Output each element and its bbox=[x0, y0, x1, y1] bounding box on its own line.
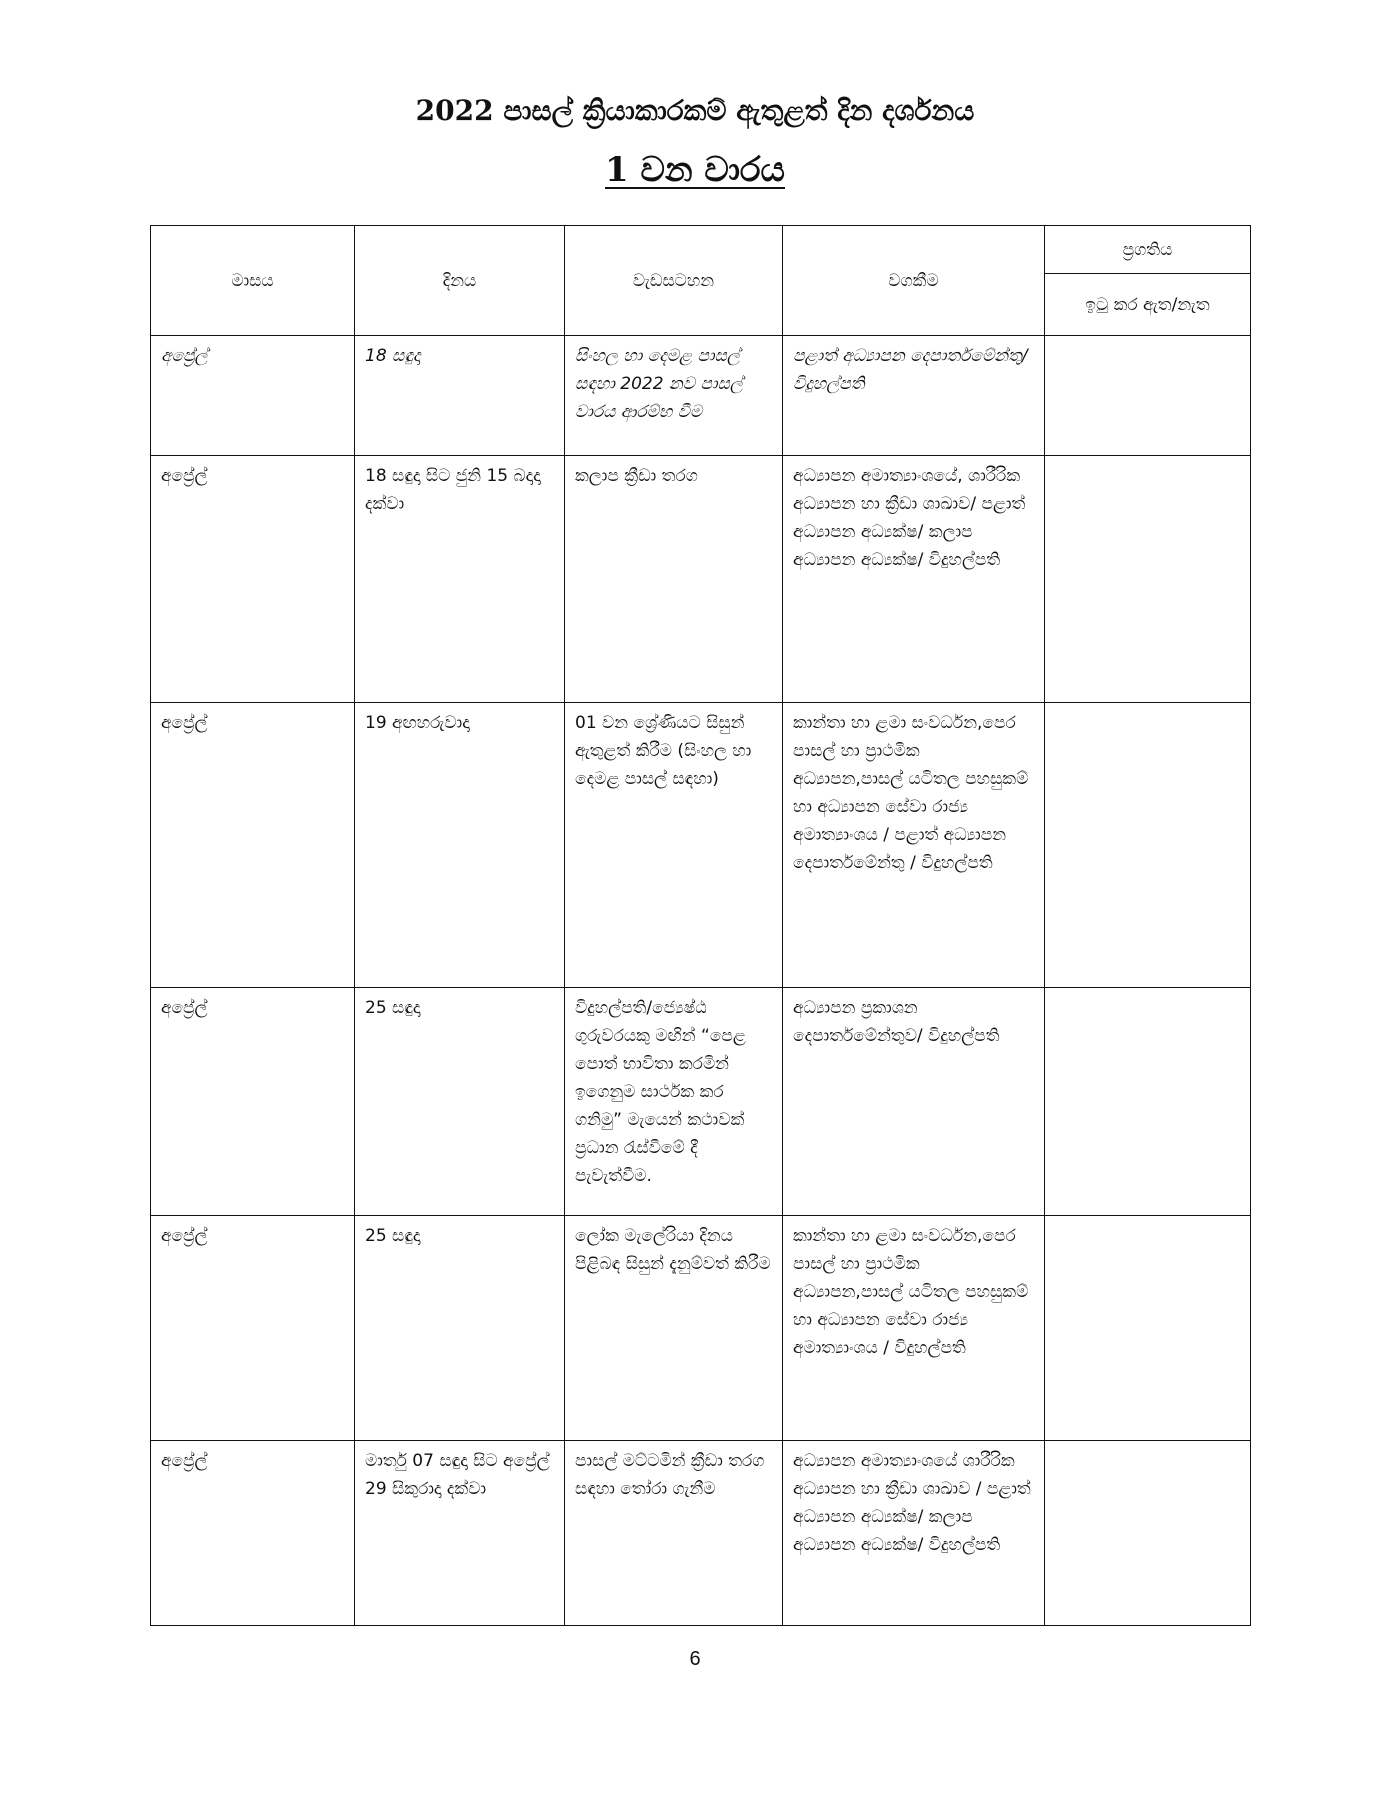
table-row bbox=[151, 988, 1251, 1216]
activity-schedule-table bbox=[150, 225, 1251, 1626]
header-month: මාසය bbox=[151, 226, 355, 336]
cell-date: මාර්තු 07 සඳුදා සිට අප්‍රේල් 29 සිකුරාදා දක්වා bbox=[355, 1441, 565, 1626]
table-row bbox=[151, 456, 1251, 703]
cell-progress bbox=[1045, 1441, 1251, 1626]
cell-program: සිංහල හා දෙමළ පාසල් සඳහා 2022 නව පාසල් වාරය ආරම්භ වීම bbox=[565, 336, 783, 456]
cell-month: අප්‍රේල් bbox=[151, 1216, 355, 1441]
term-title-text: 1 වන වාරය bbox=[605, 150, 785, 190]
cell-responsibility: පළාත් අධ්‍යාපන දෙපාර්තමේන්තු/ විදුහල්පති bbox=[783, 336, 1045, 456]
cell-date: 18 සඳුදා සිට ජුනි 15 බදාදා දක්වා bbox=[355, 456, 565, 703]
cell-progress bbox=[1045, 988, 1251, 1216]
table-header-row bbox=[151, 226, 1251, 274]
cell-responsibility: අධ්‍යාපන අමාත්‍යාංශයේ, ශාරීරික අධ්‍යාපන හා ක්‍රීඩා ශාඛාව/ පළාත් අධ්‍යාපන අධ්‍යක්ෂ/ කලාප අධ්‍යාපන අධ්‍යක්ෂ/ විදුහල්පති bbox=[783, 456, 1045, 703]
table-row bbox=[151, 336, 1251, 456]
table-row bbox=[151, 1216, 1251, 1441]
page-number: 6 bbox=[689, 1648, 701, 1670]
cell-date: 19 අඟහරුවාදා bbox=[355, 703, 565, 988]
cell-date: 25 සඳුදා bbox=[355, 1216, 565, 1441]
cell-month: අප්‍රේල් bbox=[151, 456, 355, 703]
cell-program: 01 වන ශ්‍රේණියට සිසුන් ඇතුළත් කිරීම (සිංහල හා දෙමළ පාසල් සඳහා) bbox=[565, 703, 783, 988]
document-title: 2022 පාසල් ක්‍රියාකාරකම් ඇතුළත් දින දර්ශනය bbox=[415, 94, 975, 127]
cell-program: විදුහල්පති/ජ්‍යෙෂ්ඨ ගුරුවරයකු මඟින් “පෙළ පොත් භාවිතා කරමින් ඉගෙනුම සාර්ථක කර ගනිමු” මැයෙන් කථාවක් ප්‍රධාන රැස්වීමේ දී පැවැත්වීම. bbox=[565, 988, 783, 1216]
header-date: දිනය bbox=[355, 226, 565, 336]
cell-progress bbox=[1045, 336, 1251, 456]
cell-program: ලෝක මැලේරියා දිනය පිළිබඳ සිසුන් දැනුම්වත් කිරීම bbox=[565, 1216, 783, 1441]
term-title bbox=[0, 150, 1390, 190]
cell-month: අප්‍රේල් bbox=[151, 703, 355, 988]
cell-progress bbox=[1045, 703, 1251, 988]
cell-program: කලාප ක්‍රීඩා තරග bbox=[565, 456, 783, 703]
header-program: වැඩසටහන bbox=[565, 226, 783, 336]
cell-month: අප්‍රේල් bbox=[151, 1441, 355, 1626]
header-responsibility: වගකීම bbox=[783, 226, 1045, 336]
cell-program: පාසල් මට්ටමින් ක්‍රීඩා තරග සඳහා තෝරා ගැනීම bbox=[565, 1441, 783, 1626]
cell-responsibility: කාන්තා හා ළමා සංවර්ධන,පෙර පාසල් හා ප්‍රාථමික අධ්‍යාපන,පාසල් යටිතල පහසුකම් හා අධ්‍යාපන සේවා රාජ්‍ය අමාත්‍යාංශය / පළාත් අධ්‍යාපන දෙපාර්තමේන්තු / විදුහල්පති bbox=[783, 703, 1045, 988]
cell-month: අප්‍රේල් bbox=[151, 336, 355, 456]
table-row bbox=[151, 1441, 1251, 1626]
header-progress: ප්‍රගතිය bbox=[1045, 226, 1251, 274]
cell-month: අප්‍රේල් bbox=[151, 988, 355, 1216]
cell-progress bbox=[1045, 456, 1251, 703]
cell-responsibility: කාන්තා හා ළමා සංවර්ධන,පෙර පාසල් හා ප්‍රාථමික අධ්‍යාපන,පාසල් යටිතල පහසුකම් හා අධ්‍යාපන සේවා රාජ්‍ය අමාත්‍යාංශය / විදුහල්පති bbox=[783, 1216, 1045, 1441]
cell-progress bbox=[1045, 1216, 1251, 1441]
cell-date: 25 සඳුදා bbox=[355, 988, 565, 1216]
cell-responsibility: අධ්‍යාපන ප්‍රකාශන දෙපාර්තමේන්තුව/ විදුහල්පති bbox=[783, 988, 1045, 1216]
cell-date: 18 සඳුදා bbox=[355, 336, 565, 456]
cell-responsibility: අධ්‍යාපන අමාත්‍යාංශයේ ශාරීරික අධ්‍යාපන හා ක්‍රීඩා ශාඛාව / පළාත් අධ්‍යාපන අධ්‍යක්ෂ/ කලාප අධ්‍යාපන අධ්‍යක්ෂ/ විදුහල්පති bbox=[783, 1441, 1045, 1626]
header-progress-status: ඉටු කර ඇත/නැත bbox=[1045, 274, 1251, 336]
table-row bbox=[151, 703, 1251, 988]
